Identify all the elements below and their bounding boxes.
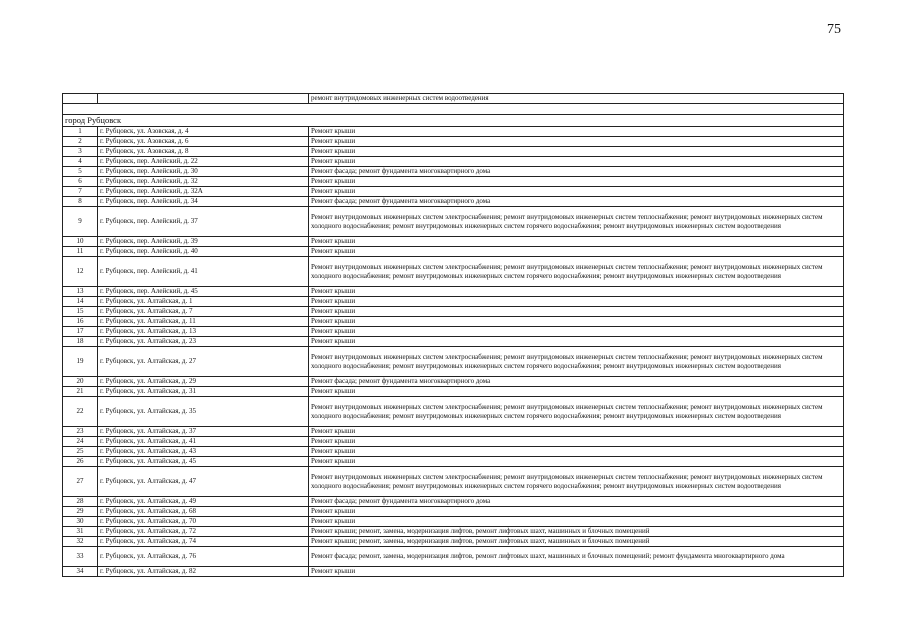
table-row (63, 347, 844, 377)
num-cell: 27 (63, 467, 98, 497)
table-row (63, 187, 844, 197)
table-row (63, 527, 844, 537)
table-row (63, 157, 844, 167)
table-row (63, 327, 844, 337)
num-cell: 21 (63, 387, 98, 397)
num-cell: 15 (63, 307, 98, 317)
num-cell: 8 (63, 197, 98, 207)
work-cell: Ремонт крыши (309, 157, 844, 167)
num-cell: 11 (63, 247, 98, 257)
work-cell: ремонт внутридомовых инженерных систем водоотведения (309, 94, 844, 104)
work-cell: Ремонт крыши (309, 127, 844, 137)
table-row (63, 307, 844, 317)
address-cell: г. Рубцовск, пер. Алейский, д. 39 (98, 237, 309, 247)
table-row (63, 457, 844, 467)
work-cell: Ремонт крыши (309, 567, 844, 577)
address-cell: г. Рубцовск, ул. Алтайская, д. 49 (98, 497, 309, 507)
address-cell: г. Рубцовск, ул. Азовская, д. 6 (98, 137, 309, 147)
work-cell: Ремонт крыши (309, 447, 844, 457)
table-row (63, 427, 844, 437)
num-cell: 26 (63, 457, 98, 467)
table-row (63, 497, 844, 507)
work-cell: Ремонт фасада; ремонт, замена, модернизация лифтов, ремонт лифтовых шахт, машинных и блочных помещений; ремонт фундамента многоквартирного дома (309, 547, 844, 567)
work-cell: Ремонт крыши (309, 387, 844, 397)
address-cell: г. Рубцовск, пер. Алейский, д. 22 (98, 157, 309, 167)
address-cell: г. Рубцовск, ул. Алтайская, д. 23 (98, 337, 309, 347)
num-cell: 18 (63, 337, 98, 347)
address-cell: г. Рубцовск, ул. Алтайская, д. 7 (98, 307, 309, 317)
num-cell: 31 (63, 527, 98, 537)
table-row (63, 197, 844, 207)
address-cell: г. Рубцовск, пер. Алейский, д. 32 (98, 177, 309, 187)
num-cell: 23 (63, 427, 98, 437)
table-row (63, 167, 844, 177)
num-cell: 24 (63, 437, 98, 447)
num-cell: 12 (63, 257, 98, 287)
table-row (63, 147, 844, 157)
num-cell: 17 (63, 327, 98, 337)
work-cell: Ремонт внутридомовых инженерных систем электроснабжения; ремонт внутридомовых инженерных систем теплоснабжения; ремонт внутридомовых инженерных систем холодного водоснабжения; ремонт внутридомовых инженерных систем горячего водоснабжения; ремонт внутридомовых инженерных систем водоотведения (309, 207, 844, 237)
work-cell: Ремонт крыши (309, 137, 844, 147)
work-cell: Ремонт внутридомовых инженерных систем электроснабжения; ремонт внутридомовых инженерных систем теплоснабжения; ремонт внутридомовых инженерных систем холодного водоснабжения; ремонт внутридомовых инженерных систем горячего водоснабжения; ремонт внутридомовых инженерных систем водоотведения (309, 257, 844, 287)
num-cell: 29 (63, 507, 98, 517)
work-cell: Ремонт фасада; ремонт фундамента многоквартирного дома (309, 497, 844, 507)
work-cell: Ремонт крыши (309, 247, 844, 257)
work-cell: Ремонт крыши (309, 317, 844, 327)
table-row (63, 447, 844, 457)
num-cell: 34 (63, 567, 98, 577)
table-row (63, 177, 844, 187)
work-cell: Ремонт крыши (309, 177, 844, 187)
address-cell: г. Рубцовск, ул. Азовская, д. 8 (98, 147, 309, 157)
address-cell: г. Рубцовск, ул. Алтайская, д. 72 (98, 527, 309, 537)
table-row (63, 127, 844, 137)
table-row (63, 517, 844, 527)
num-cell: 33 (63, 547, 98, 567)
table-row (63, 317, 844, 327)
work-cell: Ремонт крыши; ремонт, замена, модернизация лифтов, ремонт лифтовых шахт, машинных и блочных помещений (309, 537, 844, 547)
num-cell: 14 (63, 297, 98, 307)
address-cell: г. Рубцовск, пер. Алейский, д. 37 (98, 207, 309, 237)
blank-cell (63, 104, 844, 115)
work-cell: Ремонт крыши (309, 237, 844, 247)
address-cell: г. Рубцовск, ул. Алтайская, д. 45 (98, 457, 309, 467)
address-cell: г. Рубцовск, ул. Алтайская, д. 37 (98, 427, 309, 437)
num-cell: 2 (63, 137, 98, 147)
table-row (63, 377, 844, 387)
num-cell: 25 (63, 447, 98, 457)
address-cell: г. Рубцовск, ул. Азовская, д. 4 (98, 127, 309, 137)
table-row (63, 337, 844, 347)
table-row (63, 257, 844, 287)
work-cell: Ремонт фасада; ремонт фундамента многоквартирного дома (309, 167, 844, 177)
table-row (63, 297, 844, 307)
table-row (63, 247, 844, 257)
table-row (63, 537, 844, 547)
address-cell: г. Рубцовск, ул. Алтайская, д. 27 (98, 347, 309, 377)
table-row (63, 567, 844, 577)
address-cell: г. Рубцовск, ул. Алтайская, д. 76 (98, 547, 309, 567)
work-cell: Ремонт внутридомовых инженерных систем электроснабжения; ремонт внутридомовых инженерных систем теплоснабжения; ремонт внутридомовых инженерных систем холодного водоснабжения; ремонт внутридомовых инженерных систем горячего водоснабжения; ремонт внутридомовых инженерных систем водоотведения (309, 397, 844, 427)
work-cell: Ремонт крыши (309, 337, 844, 347)
address-cell: г. Рубцовск, ул. Алтайская, д. 74 (98, 537, 309, 547)
address-cell: г. Рубцовск, ул. Алтайская, д. 41 (98, 437, 309, 447)
city-heading: город Рубцовск (63, 115, 844, 127)
city-row (63, 115, 844, 127)
work-cell: Ремонт крыши (309, 507, 844, 517)
num-cell (63, 94, 98, 104)
table-row (63, 287, 844, 297)
num-cell: 1 (63, 127, 98, 137)
address-cell: г. Рубцовск, пер. Алейский, д. 32А (98, 187, 309, 197)
work-cell: Ремонт крыши (309, 147, 844, 157)
blank-row (63, 104, 844, 115)
num-cell: 3 (63, 147, 98, 157)
num-cell: 13 (63, 287, 98, 297)
work-cell: Ремонт фасада; ремонт фундамента многоквартирного дома (309, 197, 844, 207)
num-cell: 19 (63, 347, 98, 377)
work-cell: Ремонт фасада; ремонт фундамента многоквартирного дома (309, 377, 844, 387)
num-cell: 7 (63, 187, 98, 197)
table-row (63, 387, 844, 397)
address-cell: г. Рубцовск, ул. Алтайская, д. 82 (98, 567, 309, 577)
work-cell: Ремонт крыши; ремонт, замена, модернизация лифтов, ремонт лифтовых шахт, машинных и блочных помещений (309, 527, 844, 537)
work-cell: Ремонт крыши (309, 437, 844, 447)
table-row (63, 397, 844, 427)
address-cell (98, 94, 309, 104)
table-row (63, 507, 844, 517)
num-cell: 28 (63, 497, 98, 507)
work-cell: Ремонт крыши (309, 287, 844, 297)
work-cell: Ремонт крыши (309, 457, 844, 467)
work-cell: Ремонт крыши (309, 297, 844, 307)
address-cell: г. Рубцовск, пер. Алейский, д. 30 (98, 167, 309, 177)
table-row (63, 237, 844, 247)
repair-table (62, 93, 844, 577)
table-row (63, 137, 844, 147)
address-cell: г. Рубцовск, ул. Алтайская, д. 43 (98, 447, 309, 457)
address-cell: г. Рубцовск, пер. Алейский, д. 34 (98, 197, 309, 207)
work-cell: Ремонт крыши (309, 517, 844, 527)
page-number: 75 (827, 22, 841, 37)
num-cell: 32 (63, 537, 98, 547)
table-row (63, 547, 844, 567)
num-cell: 9 (63, 207, 98, 237)
address-cell: г. Рубцовск, пер. Алейский, д. 45 (98, 287, 309, 297)
work-cell: Ремонт внутридомовых инженерных систем электроснабжения; ремонт внутридомовых инженерных систем теплоснабжения; ремонт внутридомовых инженерных систем холодного водоснабжения; ремонт внутридомовых инженерных систем горячего водоснабжения; ремонт внутридомовых инженерных систем водоотведения (309, 347, 844, 377)
table-row (63, 437, 844, 447)
address-cell: г. Рубцовск, ул. Алтайская, д. 47 (98, 467, 309, 497)
num-cell: 6 (63, 177, 98, 187)
address-cell: г. Рубцовск, ул. Алтайская, д. 70 (98, 517, 309, 527)
num-cell: 10 (63, 237, 98, 247)
num-cell: 22 (63, 397, 98, 427)
address-cell: г. Рубцовск, ул. Алтайская, д. 13 (98, 327, 309, 337)
address-cell: г. Рубцовск, ул. Алтайская, д. 11 (98, 317, 309, 327)
num-cell: 30 (63, 517, 98, 527)
address-cell: г. Рубцовск, ул. Алтайская, д. 68 (98, 507, 309, 517)
address-cell: г. Рубцовск, ул. Алтайская, д. 31 (98, 387, 309, 397)
table-body (63, 94, 844, 577)
address-cell: г. Рубцовск, ул. Алтайская, д. 35 (98, 397, 309, 427)
address-cell: г. Рубцовск, ул. Алтайская, д. 29 (98, 377, 309, 387)
work-cell: Ремонт крыши (309, 187, 844, 197)
address-cell: г. Рубцовск, пер. Алейский, д. 40 (98, 247, 309, 257)
work-cell: Ремонт внутридомовых инженерных систем электроснабжения; ремонт внутридомовых инженерных систем теплоснабжения; ремонт внутридомовых инженерных систем холодного водоснабжения; ремонт внутридомовых инженерных систем горячего водоснабжения; ремонт внутридомовых инженерных систем водоотведения (309, 467, 844, 497)
address-cell: г. Рубцовск, пер. Алейский, д. 41 (98, 257, 309, 287)
num-cell: 20 (63, 377, 98, 387)
num-cell: 4 (63, 157, 98, 167)
work-cell: Ремонт крыши (309, 327, 844, 337)
address-cell: г. Рубцовск, ул. Алтайская, д. 1 (98, 297, 309, 307)
table-row (63, 94, 844, 104)
num-cell: 16 (63, 317, 98, 327)
work-cell: Ремонт крыши (309, 307, 844, 317)
table-row (63, 467, 844, 497)
num-cell: 5 (63, 167, 98, 177)
table-row (63, 207, 844, 237)
work-cell: Ремонт крыши (309, 427, 844, 437)
